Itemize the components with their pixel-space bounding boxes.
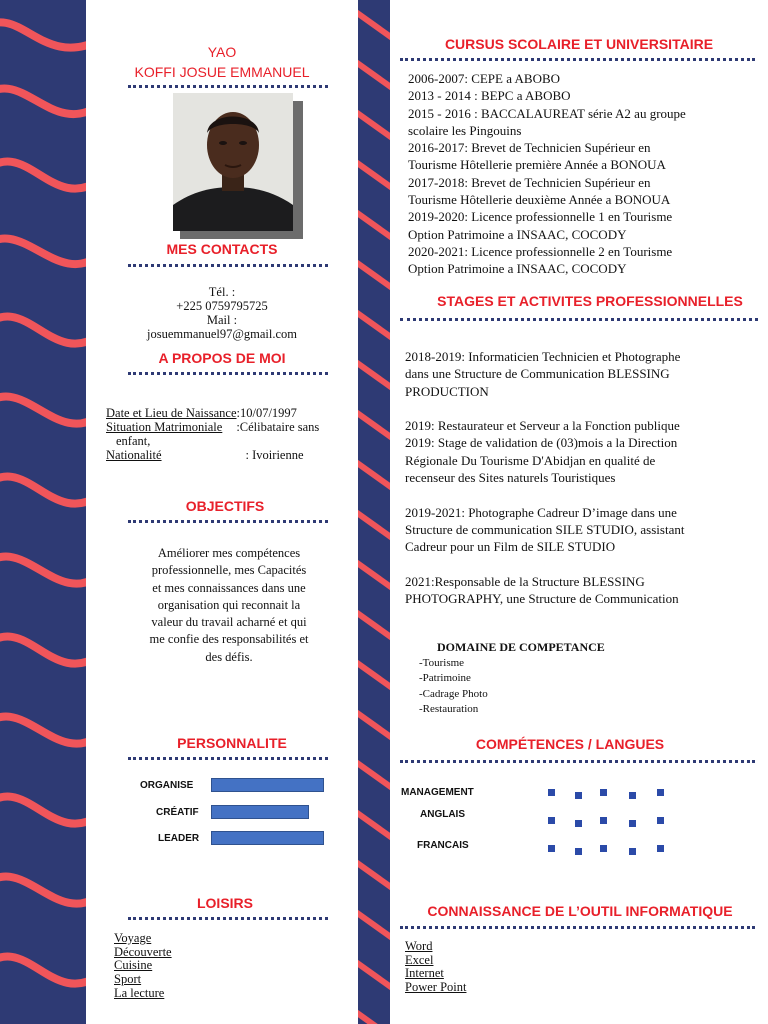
- divider: [400, 926, 755, 929]
- skill-rating-dot: [600, 817, 607, 824]
- education-line: 2015 - 2016 : BACCALAUREAT série A2 au groupe: [408, 105, 686, 121]
- skill-label: FRANCAIS: [417, 840, 469, 851]
- divider: [128, 372, 328, 375]
- skill-rating-dot: [629, 820, 636, 827]
- profile-photo: [173, 93, 293, 231]
- it-item-internet: Internet: [405, 966, 444, 980]
- objective-line: et mes connaissances dans une: [152, 580, 306, 595]
- internship-line: 2019: Restaurateur et Serveur a la Fonction publique: [405, 418, 680, 434]
- decorative-stripe-left: [0, 0, 86, 1024]
- personality-label: ORGANISE: [140, 780, 194, 791]
- skill-rating-dot: [575, 820, 582, 827]
- skill-rating-dot: [600, 789, 607, 796]
- skill-rating-dot: [575, 792, 582, 799]
- contacts-title: MES CONTACTS: [166, 241, 278, 257]
- personality-bar-leader: [211, 831, 324, 845]
- objective-line: organisation qui reconnait la: [157, 597, 301, 612]
- internship-line: 2019: Stage de validation de (03)mois a la Direction: [405, 435, 678, 451]
- internship-line: Cadreur pour un Film de SILE STUDIO: [405, 539, 616, 555]
- internship-line: 2021:Responsable de la Structure BLESSING: [405, 573, 645, 589]
- education-line: scolaire les Pingouins: [408, 122, 522, 138]
- internship-line: PHOTOGRAPHY, une Structure de Communication: [405, 591, 679, 607]
- internships-title: STAGES ET ACTIVITES PROFESSIONNELLES: [437, 293, 743, 309]
- hobby-item: Cuisine: [114, 958, 153, 973]
- internship-spacer: [405, 486, 684, 503]
- internship-line: Régionale Du Tourisme D'Abidjan en qualité de: [405, 452, 656, 468]
- hobby-item: Voyage: [114, 931, 152, 945]
- objectives-title: OBJECTIFS: [185, 498, 265, 514]
- it-item-powerpoint: Power Point: [405, 979, 467, 994]
- it-item-word: Word: [405, 939, 433, 953]
- tel-value[interactable]: +225 0759795725: [176, 299, 268, 313]
- birth-value: :10/07/1997: [236, 406, 297, 420]
- skill-rating-dot: [548, 789, 555, 796]
- marital-value: :Célibataire sans: [236, 420, 320, 434]
- education-line: 2013 - 2014 : BEPC a ABOBO: [408, 88, 571, 104]
- domain-item: -Patrimoine: [419, 672, 471, 685]
- internship-line: 2019-2021: Photographe Cadreur D’image dans une: [405, 504, 677, 520]
- divider: [128, 520, 328, 523]
- divider: [128, 757, 328, 760]
- divider: [400, 318, 758, 321]
- personality-bar-creatif: [211, 805, 309, 819]
- personality-bar-organise: [211, 778, 324, 792]
- domain-item: -Cadrage Photo: [419, 687, 488, 700]
- divider: [128, 264, 328, 267]
- nationality-value: : Ivoirienne: [245, 448, 304, 462]
- internship-line: 2018-2019: Informaticien Technicien et Photographe: [405, 349, 681, 364]
- education-line: Option Patrimoine a INSAAC, COCODY: [408, 226, 627, 242]
- internship-line: dans une Structure de Communication BLESSING: [405, 366, 670, 382]
- objective-line: valeur du travail acharné et qui: [151, 615, 307, 630]
- internship-line: Structure de communication SILE STUDIO, assistant: [405, 521, 685, 537]
- internship-spacer: [405, 400, 684, 417]
- domains-title: DOMAINE DE COMPETANCE: [437, 640, 605, 654]
- education-line: 2020-2021: Licence professionnelle 2 en Tourisme: [408, 243, 673, 259]
- skill-rating-dot: [548, 845, 555, 852]
- skill-rating-dot: [629, 792, 636, 799]
- education-line: 2017-2018: Brevet de Technicien Supérieur en: [408, 174, 651, 190]
- objective-line: professionnelle, mes Capacités: [151, 563, 307, 578]
- divider: [400, 58, 755, 61]
- marital-label: Situation Matrimoniale: [106, 420, 223, 434]
- skill-rating-dot: [600, 845, 607, 852]
- education-line: Tourisme Hôtellerie première Année a BONOUA: [408, 157, 666, 173]
- skill-rating-dot: [657, 789, 664, 796]
- skill-rating-dot: [629, 848, 636, 855]
- personality-label: LEADER: [158, 833, 200, 844]
- hobby-item: Sport: [114, 972, 142, 987]
- education-line: 2019-2020: Licence professionnelle 1 en Tourisme: [408, 209, 673, 225]
- internship-spacer: [405, 556, 684, 573]
- mail-value[interactable]: josuemmanuel97@gmail.com: [146, 327, 298, 341]
- personality-title: PERSONNALITE: [177, 735, 287, 751]
- divider: [128, 85, 328, 88]
- about-title: A PROPOS DE MOI: [158, 350, 286, 366]
- education-line: 2016-2017: Brevet de Technicien Supérieur en: [408, 140, 651, 156]
- objective-line: des défis.: [205, 649, 253, 664]
- skill-label: ANGLAIS: [420, 809, 465, 820]
- skill-label: MANAGEMENT: [401, 787, 474, 798]
- internship-line: PRODUCTION: [405, 383, 489, 399]
- tel-label: Tél. :: [208, 285, 236, 299]
- education-line: 2006-2007: CEPE a ABOBO: [408, 71, 561, 86]
- skill-rating-dot: [548, 817, 555, 824]
- education-line: Option Patrimoine a INSAAC, COCODY: [408, 261, 627, 277]
- skill-rating-dot: [575, 848, 582, 855]
- hobby-item: Découverte: [114, 944, 172, 959]
- it-item-excel: Excel: [405, 952, 434, 967]
- skills-title: COMPÉTENCES / LANGUES: [475, 736, 665, 752]
- domain-item: -Tourisme: [419, 657, 465, 669]
- skill-rating-dot: [657, 845, 664, 852]
- nationality-label: Nationalité: [106, 448, 162, 462]
- hobby-item: La lecture: [114, 985, 165, 1000]
- full-name: KOFFI JOSUE EMMANUEL: [134, 64, 310, 80]
- education-title: CURSUS SCOLAIRE ET UNIVERSITAIRE: [444, 36, 714, 52]
- domain-item: -Restauration: [419, 702, 479, 715]
- objective-line: me confie des responsabilités et: [149, 632, 309, 647]
- skill-rating-dot: [657, 817, 664, 824]
- first-name: YAO: [207, 44, 237, 60]
- personality-label: CRÉATIF: [156, 807, 199, 818]
- internship-line: recenseur des Sites naturels Touristiques: [405, 470, 616, 486]
- mail-label: Mail :: [206, 313, 238, 327]
- it-title: CONNAISSANCE DE L’OUTIL INFORMATIQUE: [427, 903, 733, 919]
- education-line: Tourisme Hôtellerie deuxième Année a BONOUA: [408, 192, 671, 208]
- divider: [128, 917, 328, 920]
- hobbies-title: LOISIRS: [196, 895, 253, 911]
- divider: [400, 760, 755, 763]
- objective-line: Améliorer mes compétences: [157, 546, 301, 560]
- birth-label: Date et Lieu de Naissance: [106, 406, 237, 420]
- marital-value-2: enfant,: [116, 434, 151, 448]
